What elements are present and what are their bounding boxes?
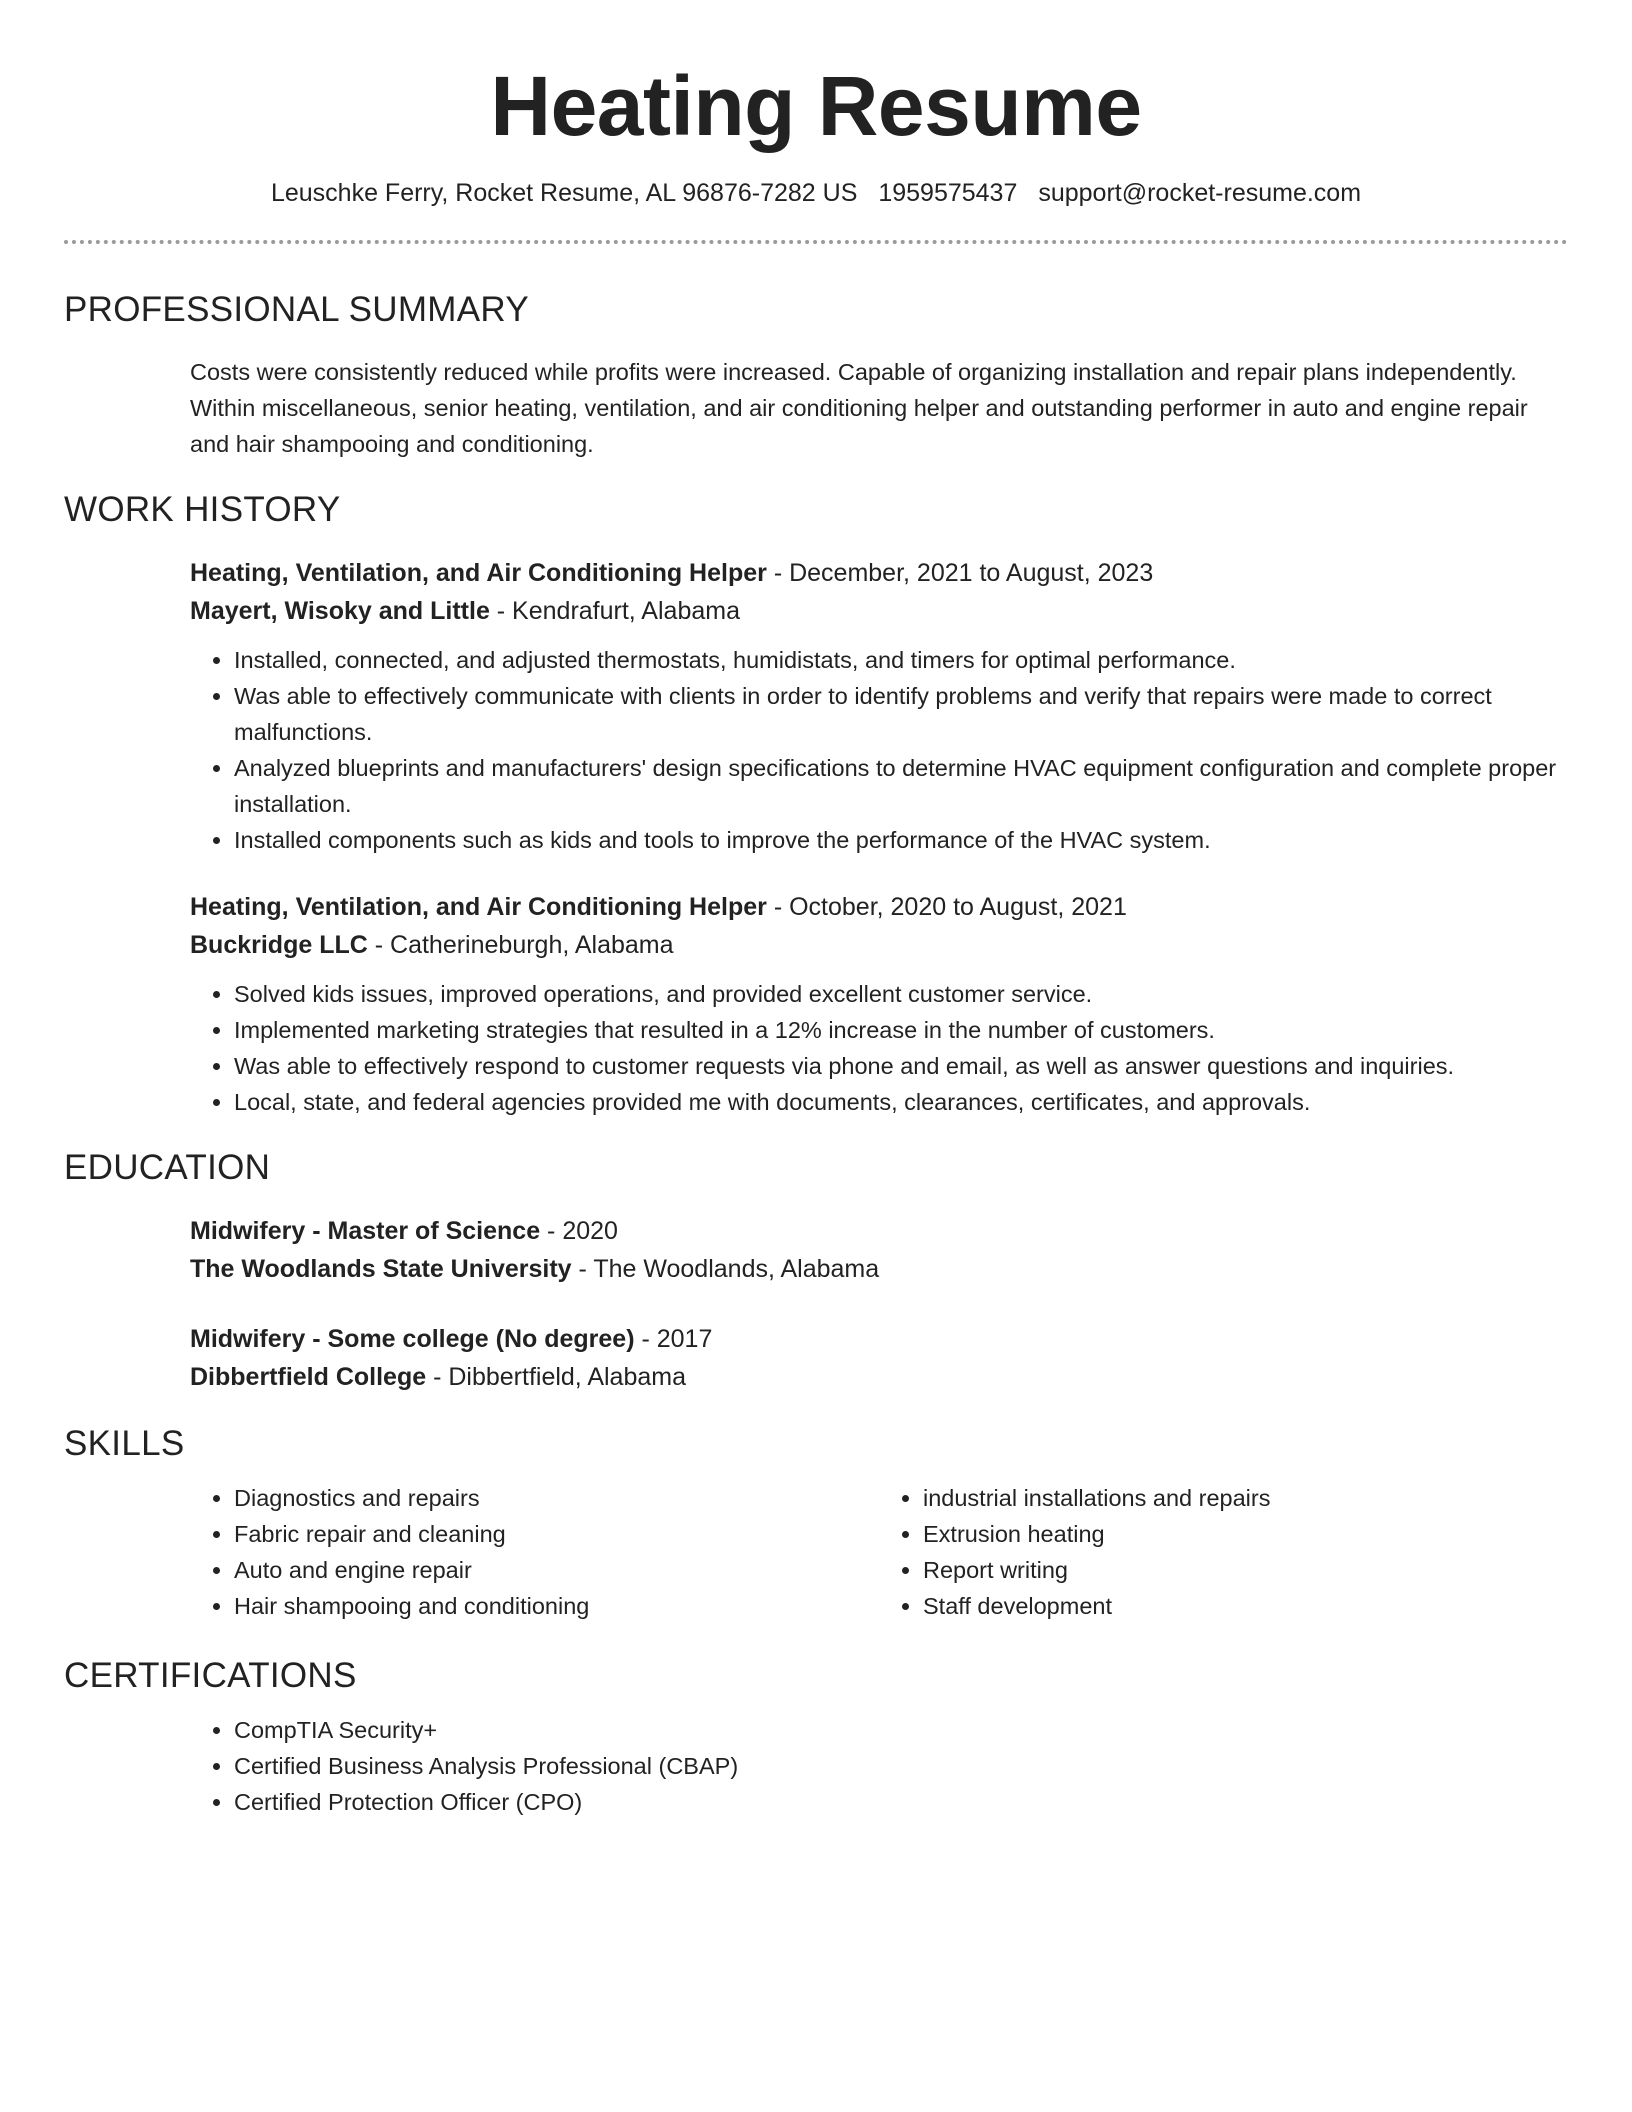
education-degree: Midwifery - Master of Science: [190, 1217, 541, 1245]
list-item: • industrial installations and repairs: [923, 1480, 1568, 1516]
skills-heading: SKILLS: [64, 1424, 185, 1463]
list-item: • Was able to effectively communicate with clients in order to identify problems and verify that repairs were made to correct malfunctions.: [234, 678, 1568, 750]
skills-grid: [190, 1480, 1568, 1624]
certifications-section: [64, 1654, 1568, 1820]
job-company-line: [190, 592, 1568, 630]
job-company: Buckridge LLC: [190, 931, 368, 959]
contact-email[interactable]: support@rocket-resume.com: [1038, 179, 1362, 207]
education-section: [64, 1146, 1568, 1396]
education-location: - Dibbertfield, Alabama: [426, 1363, 686, 1391]
list-item: • Installed, connected, and adjusted thermostats, humidistats, and timers for optimal performance.: [234, 642, 1568, 678]
summary-text: Costs were consistently reduced while profits were increased. Capable of organizing installation and repair plans independently. Within miscellaneous, senior heating, ventilation, and air conditioning helper and outstanding performer in auto and engine repair and hair shampooing and conditioning.: [190, 359, 1528, 457]
education-location: - The Woodlands, Alabama: [571, 1255, 880, 1283]
header-divider: [64, 240, 1568, 244]
education-school: The Woodlands State University: [190, 1255, 572, 1283]
list-item: • CompTIA Security+: [234, 1712, 1568, 1748]
contact-line: [64, 176, 1568, 210]
work-history-heading: WORK HISTORY: [64, 490, 341, 529]
list-item: • Extrusion heating: [923, 1516, 1568, 1552]
list-item: • Was able to effectively respond to customer requests via phone and email, as well as answer questions and inquiries.: [234, 1048, 1568, 1084]
summary-heading: PROFESSIONAL SUMMARY: [64, 290, 529, 329]
job-role: Heating, Ventilation, and Air Conditioning Helper: [190, 559, 767, 587]
list-item: • Staff development: [923, 1588, 1568, 1624]
education-school: Dibbertfield College: [190, 1363, 427, 1391]
list-item: • Diagnostics and repairs: [234, 1480, 879, 1516]
job-dates: - October, 2020 to August, 2021: [766, 893, 1127, 921]
list-item: • Implemented marketing strategies that resulted in a 12% increase in the number of customers.: [234, 1012, 1568, 1048]
list-item: • Solved kids issues, improved operations, and provided excellent customer service.: [234, 976, 1568, 1012]
job-location: - Catherineburgh, Alabama: [367, 931, 674, 959]
list-item: • Fabric repair and cleaning: [234, 1516, 879, 1552]
education-degree: Midwifery - Some college (No degree): [190, 1325, 635, 1353]
education-entry: [190, 1320, 1568, 1396]
list-item: • Installed components such as kids and tools to improve the performance of the HVAC system.: [234, 822, 1568, 858]
job-dates: - December, 2021 to August, 2023: [766, 559, 1154, 587]
skills-column-left: [190, 1480, 879, 1624]
summary-section: [64, 288, 1568, 462]
skills-section: [64, 1422, 1568, 1624]
certifications-list: [190, 1712, 1568, 1820]
resume-title: Heating Resume: [490, 59, 1142, 153]
job-role: Heating, Ventilation, and Air Conditioning Helper: [190, 893, 767, 921]
education-school-line: [190, 1250, 1568, 1288]
job-bullets: [190, 642, 1568, 858]
education-degree-line: [190, 1320, 1568, 1358]
education-entry: [190, 1212, 1568, 1288]
job-entry: [190, 554, 1568, 858]
job-location: - Kendrafurt, Alabama: [489, 597, 740, 625]
job-bullets: [190, 976, 1568, 1120]
job-title-line: [190, 888, 1568, 926]
list-item: • Certified Business Analysis Professional (CBAP): [234, 1748, 1568, 1784]
certifications-heading: CERTIFICATIONS: [64, 1656, 357, 1695]
skills-column-right: [879, 1480, 1568, 1624]
job-company: Mayert, Wisoky and Little: [190, 597, 490, 625]
education-year: - 2017: [634, 1325, 713, 1353]
education-degree-line: [190, 1212, 1568, 1250]
list-item: • Local, state, and federal agencies provided me with documents, clearances, certificates, and approvals.: [234, 1084, 1568, 1120]
list-item: • Hair shampooing and conditioning: [234, 1588, 879, 1624]
list-item: • Report writing: [923, 1552, 1568, 1588]
contact-phone: 1959575437: [878, 179, 1018, 207]
list-item: • Certified Protection Officer (CPO): [234, 1784, 1568, 1820]
education-school-line: [190, 1358, 1568, 1396]
job-entry: [190, 888, 1568, 1120]
list-item: • Auto and engine repair: [234, 1552, 879, 1588]
job-title-line: [190, 554, 1568, 592]
work-history-section: [64, 488, 1568, 1120]
education-year: - 2020: [540, 1217, 618, 1245]
list-item: • Analyzed blueprints and manufacturers' design specifications to determine HVAC equipment configuration and complete proper installation.: [234, 750, 1568, 822]
education-heading: EDUCATION: [64, 1148, 271, 1187]
job-company-line: [190, 926, 1568, 964]
contact-address: Leuschke Ferry, Rocket Resume, AL 96876-7282 US: [270, 179, 858, 207]
